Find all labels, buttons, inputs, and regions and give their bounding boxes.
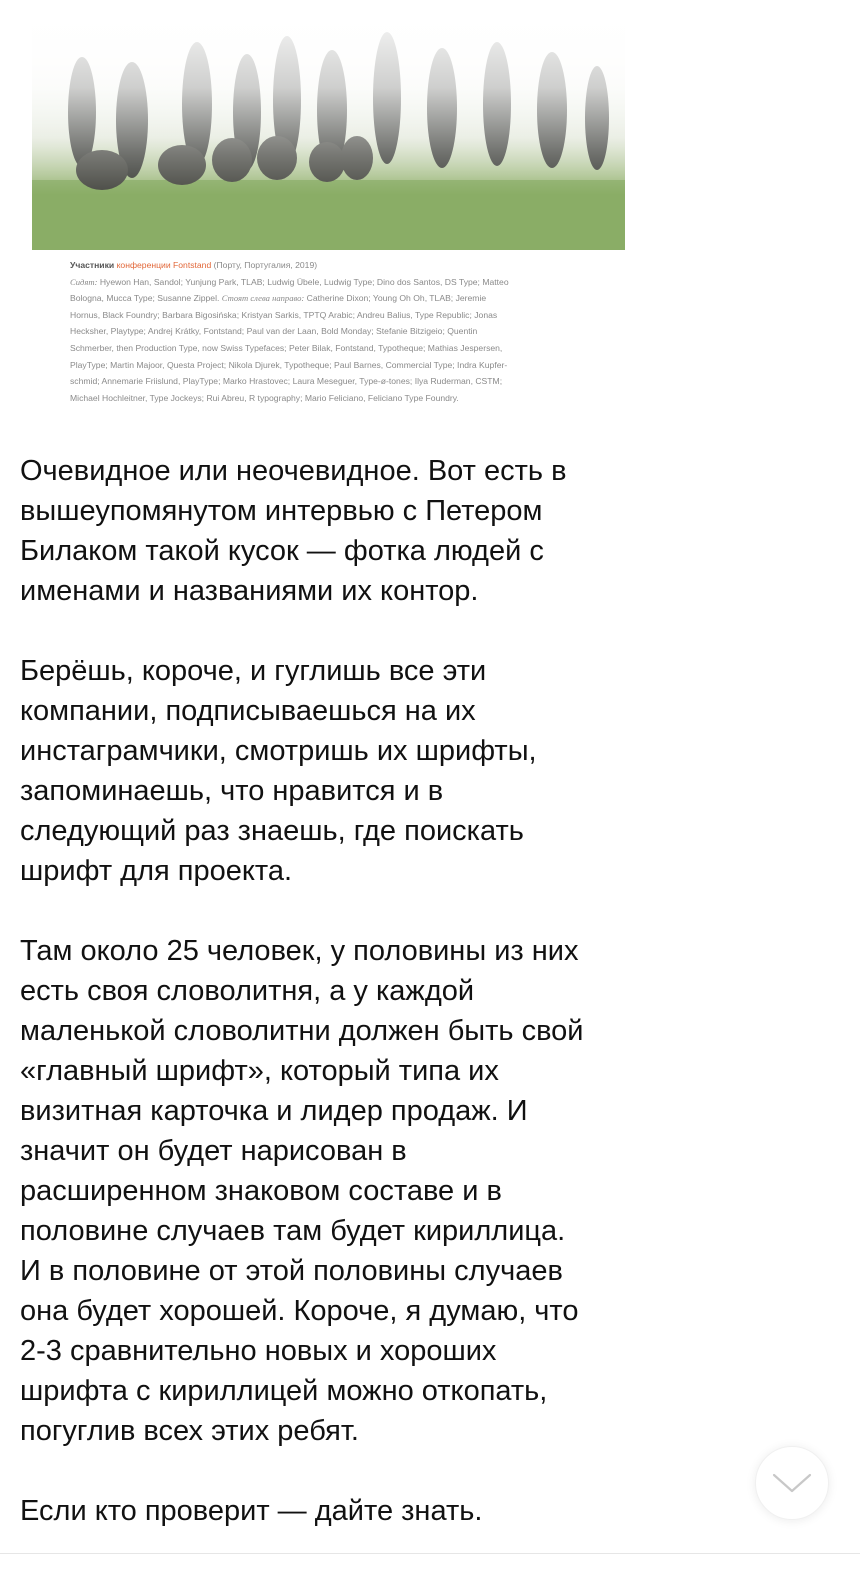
caption-line: Hornus, Black Foundry; Barbara Bigosińska; Kristyan Sarkis, TPTQ Arabic; Andreu Balius, Type Republic; Jonas [70, 309, 498, 320]
scroll-down-button[interactable] [755, 1446, 829, 1520]
caption-line: Schmerber, then Production Type, now Swiss Typefaces; Peter Bilak, Fontstand, Typotheque; Mathias Jespersen, [70, 342, 503, 353]
caption-line: Michael Hochleitner, Type Jockeys; Rui Abreu, R typography; Mario Feliciano, Feliciano Type Foundry. [70, 392, 459, 403]
group-photo-illustration [32, 0, 625, 250]
caption-heading [70, 257, 590, 274]
caption-line: Bologna, Mucca Type; Susanne Zippel. Стоят слева направо: Catherine Dixon; Young Oh Oh, TLAB; Jeremie [70, 293, 487, 304]
caption-accent: конференции Fontstand [116, 260, 212, 270]
paragraph: Очевидное или неочевидное. Вот есть в вышеупомянутом интервью с Петером Билаком такой кусок — фотка людей с именами и названиями их контор. [20, 455, 567, 607]
article-body [20, 451, 680, 1571]
divider [0, 1553, 860, 1554]
paragraph: Если кто проверит — дайте знать. [20, 1495, 483, 1527]
paragraph: Там около 25 человек, у половины из них есть своя словолитня, а у каждой маленькой словолитни должен быть свой «главный шрифт», который типа их визитная карточка и лидер продаж. И значит он будет нарисован в расширенном знаковом составе и в половине случаев там будет кириллица. И в половине от этой половины случаев она будет хорошей. Короче, я думаю, что 2-3 сравнительно новых и хороших шрифта с кириллицей можно откопать, погуглив всех этих ребят. [20, 935, 584, 1447]
caption-line: PlayType; Martin Majoor, Questa Project; Nikola Djurek, Typotheque; Paul Barnes, Commercial Type; Indra Kupfer- [70, 359, 508, 370]
caption-place: (Порту, Португалия, 2019) [211, 260, 318, 270]
caption-line: schmid; Annemarie Friislund, PlayType; Marko Hrastovec; Laura Meseguer, Type-ø-tones; Ilya Ruderman, CSTM; [70, 376, 503, 387]
chevron-down-icon [772, 1472, 812, 1494]
caption-line: Hecksher, Playtype; Andrej Krátky, Fontstand; Paul van der Laan, Bold Monday; Stefanie Bitzigeio; Quentin [70, 326, 478, 337]
paragraph: Берёшь, короче, и гуглишь все эти компании, подписываешься на их инстаграмчики, смотришь их шрифты, запоминаешь, что нравится и в следующий раз знаешь, где поискать шрифт для проекта. [20, 655, 537, 887]
group-photo [32, 0, 625, 250]
caption-line: Сидят: Hyewon Han, Sandol; Yunjung Park, TLAB; Ludwig Übele, Ludwig Type; Dino dos Santos, DS Type; Matteo [70, 276, 509, 287]
figure [32, 0, 625, 410]
caption-title: Участники [70, 260, 117, 270]
photo-caption [70, 257, 590, 406]
